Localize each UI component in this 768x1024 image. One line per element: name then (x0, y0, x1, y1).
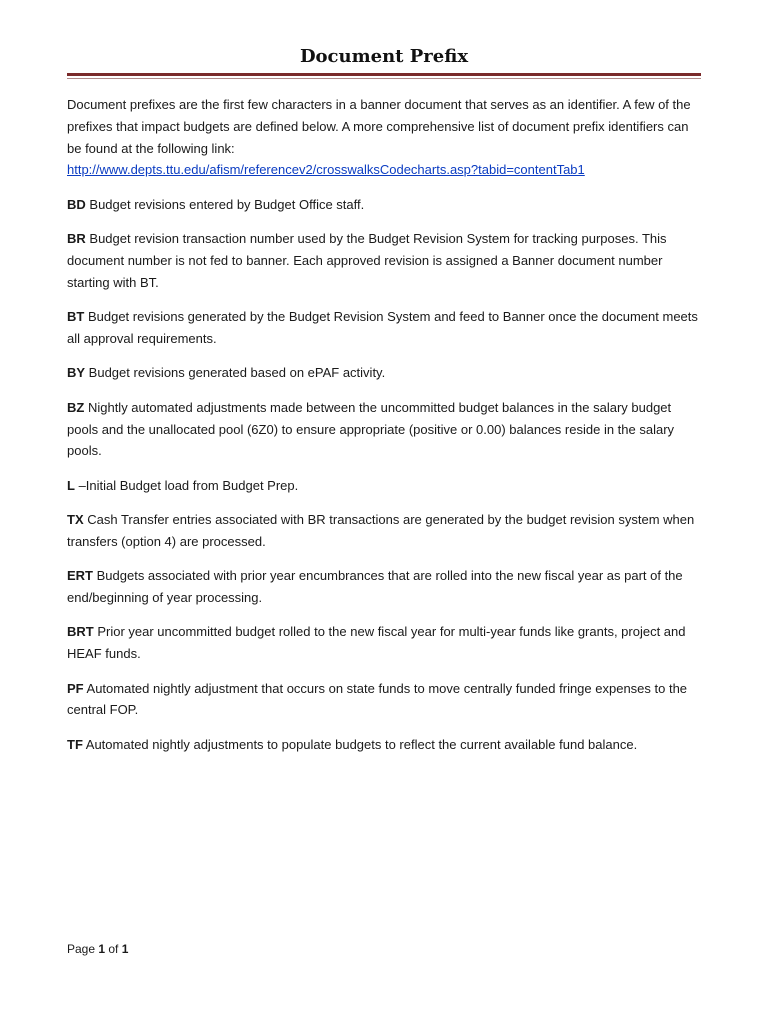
prefix-entry-bz (67, 397, 703, 462)
prefix-code: TF (67, 736, 83, 752)
prefix-code: TX (67, 512, 84, 528)
page-title: Document Prefix (299, 46, 469, 67)
prefix-description: Nightly automated adjustments made between the uncommitted budget balances in the salary budget pools and the unallocated pool (6Z0) to ensure appropriate (positive or 0.00) balances reside in the salary pools. (67, 399, 675, 459)
prefix-entry-ert (67, 565, 703, 609)
prefix-description: Budget revisions entered by Budget Office staff. (85, 196, 365, 212)
prefix-entry-bd (67, 194, 703, 216)
intro-text: Document prefixes are the first few characters in a banner document that serves as an identifier. A few of the prefixes that impact budgets are defined below. A more comprehensive list of document prefix identifiers can be found at the following link: (67, 97, 691, 156)
page-number-footer (67, 942, 128, 956)
footer-current-page: 1 (98, 942, 106, 956)
prefix-code: PF (67, 680, 84, 696)
prefix-description: Prior year uncommitted budget rolled to the new fiscal year for multi-year funds like grants, project and HEAF funds. (67, 624, 686, 662)
prefix-code: BY (67, 365, 86, 381)
title-divider-thin (67, 78, 701, 79)
prefix-entry-pf (67, 678, 703, 722)
prefix-description: Cash Transfer entries associated with BR transactions are generated by the budget revision system when transfers (option 4) are processed. (67, 512, 695, 549)
prefix-description: Budget revisions generated by the Budget Revision System and feed to Banner once the document meets all approval requirements. (67, 309, 698, 346)
prefix-entry-tx (67, 509, 703, 553)
prefix-entry-tf (67, 734, 703, 756)
prefix-entry-br (67, 228, 703, 293)
prefix-entry-l (67, 475, 703, 497)
document-body (67, 94, 703, 768)
reference-link[interactable]: http://www.depts.ttu.edu/afism/referencev2/crosswalksCodecharts.asp?tabid=contentTab1 (67, 162, 585, 178)
prefix-entry-by (67, 362, 703, 384)
prefix-description: Budget revisions generated based on ePAF activity. (85, 365, 386, 381)
prefix-entry-bt (67, 306, 703, 350)
prefix-code: ERT (67, 568, 93, 584)
prefix-description: Budget revision transaction number used by the Budget Revision System for tracking purposes. This document number is not fed to banner. Each approved revision is assigned a Banner document number starting with BT. (67, 231, 667, 290)
prefix-code: BD (67, 196, 86, 212)
intro-paragraph (67, 94, 703, 181)
footer-page-label: Page (67, 942, 99, 956)
prefix-code: L (67, 477, 75, 493)
prefix-code: BZ (67, 399, 85, 415)
footer-of-label: of (105, 942, 122, 956)
prefix-description: Automated nightly adjustment that occurs on state funds to move centrally funded fringe expenses to the central FOP. (67, 680, 688, 718)
title-divider (67, 73, 701, 76)
prefix-code: BRT (67, 624, 94, 640)
prefix-code: BT (67, 309, 85, 325)
prefix-description: Budgets associated with prior year encumbrances that are rolled into the new fiscal year as part of the end/beginning of year processing. (67, 568, 683, 606)
prefix-entry-brt (67, 621, 703, 665)
prefix-description: Automated nightly adjustments to populate budgets to reflect the current available fund balance. (82, 736, 638, 752)
footer-total-pages: 1 (121, 942, 129, 956)
prefix-code: BR (67, 231, 86, 247)
prefix-description: –Initial Budget load from Budget Prep. (74, 477, 299, 493)
